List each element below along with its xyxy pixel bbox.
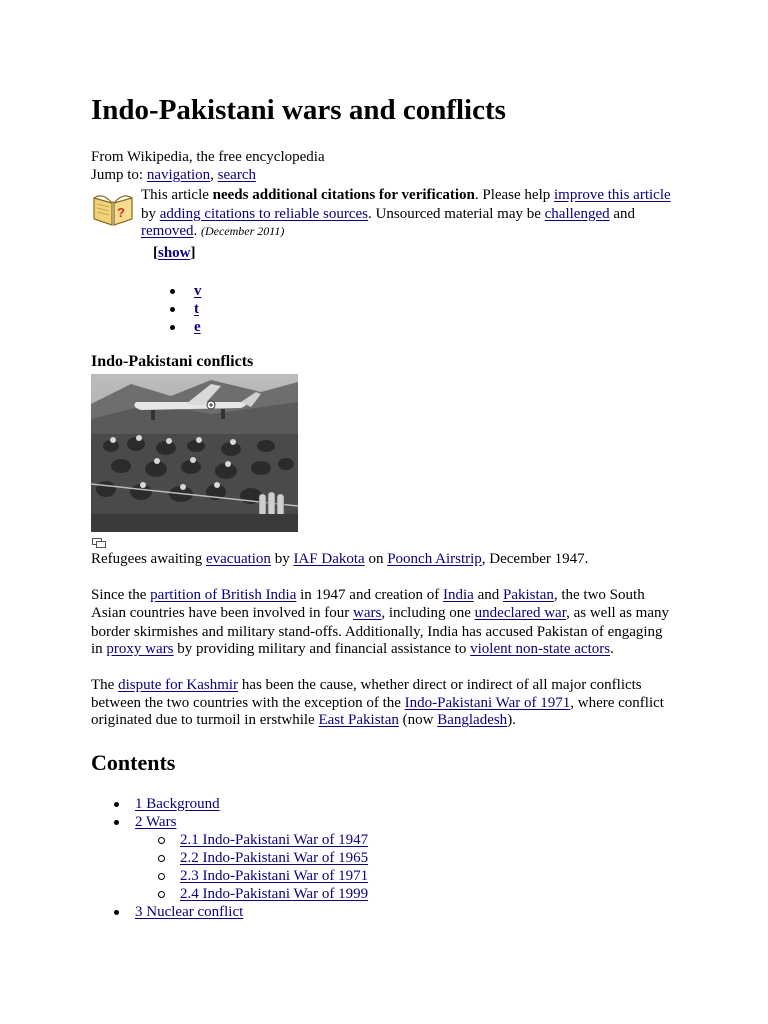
toc-link-war-1971[interactable]: 2.3 Indo-Pakistani War of 1971	[180, 868, 369, 884]
toc-subitem	[135, 867, 368, 885]
ambox-text: This article	[141, 187, 213, 203]
caption-text: Refugees awaiting	[91, 551, 206, 567]
vte-item	[170, 282, 202, 300]
toc-link-nuclear-conflict[interactable]: 3 Nuclear conflict	[135, 904, 244, 920]
wars-link[interactable]: wars	[353, 605, 382, 621]
para1-line-1	[91, 586, 645, 604]
toc-subitem	[135, 885, 368, 903]
ambox-line-2	[141, 205, 635, 223]
refugee-photo[interactable]	[91, 374, 298, 532]
para-text: , the two South	[553, 587, 645, 603]
para-text: (now	[398, 712, 438, 728]
jump-comma: ,	[210, 167, 218, 183]
infobox-caption	[91, 550, 588, 568]
navbox-toggle	[153, 245, 196, 262]
ambox-bold: needs additional citations for verification	[212, 187, 475, 203]
view-template-link[interactable]: v	[194, 283, 202, 299]
para-text: Since the	[91, 587, 151, 603]
jump-prefix: Jump to:	[91, 167, 147, 183]
caption-text: on	[364, 551, 388, 567]
toc-link-background[interactable]: 1 Background	[135, 796, 220, 812]
toc-link-war-1999[interactable]: 2.4 Indo-Pakistani War of 1999	[180, 886, 369, 902]
toc-heading: Contents	[91, 750, 176, 775]
toc-link-war-1965[interactable]: 2.2 Indo-Pakistani War of 1965	[180, 850, 369, 866]
vte-links	[170, 282, 202, 336]
para-text: in 1947 and creation of	[296, 587, 444, 603]
para-text: has been the cause, whether direct or indirect of all major conflicts	[238, 677, 642, 693]
partition-link[interactable]: partition of British India	[150, 587, 297, 603]
undeclared-war-link[interactable]: undeclared war	[474, 605, 567, 621]
ambox-date: (December 2011)	[200, 224, 285, 238]
para1-line-3: border skirmishes and military stand-offs. Additionally, India has accused Pakistan of engaging	[91, 624, 663, 640]
para-text: originated due to turmoil in erstwhile	[91, 712, 319, 728]
toc-subitem	[135, 849, 368, 867]
para-text: between the two countries with the exception of the	[91, 695, 405, 711]
caption-text: , December 1947.	[481, 551, 589, 567]
enlarge-icon[interactable]	[92, 538, 106, 548]
east-pakistan-link[interactable]: East Pakistan	[318, 712, 399, 728]
site-subtitle: From Wikipedia, the free encyclopedia	[91, 149, 325, 165]
bracket-close: ]	[190, 245, 196, 261]
toc-item	[114, 813, 368, 903]
para-text: .	[610, 641, 614, 657]
para-text: ).	[507, 712, 516, 728]
caption-text: by	[270, 551, 294, 567]
para2-line-1	[91, 676, 642, 694]
evacuation-link[interactable]: evacuation	[205, 551, 271, 567]
para-text: , where conflict	[570, 695, 664, 711]
war-1971-link[interactable]: Indo-Pakistani War of 1971	[404, 695, 571, 711]
para2-line-2	[91, 694, 664, 712]
book-question-icon	[91, 188, 135, 228]
para1-line-4	[91, 640, 614, 658]
para-text: in	[91, 641, 107, 657]
ambox-text: . Unsourced material may be	[368, 206, 545, 222]
bangladesh-link[interactable]: Bangladesh	[437, 712, 508, 728]
svg-text:?: ?	[117, 205, 125, 220]
ambox-text: and	[609, 206, 636, 222]
violent-non-state-actors-link[interactable]: violent non-state actors	[470, 641, 611, 657]
para-text: , as well as many	[566, 605, 669, 621]
para-text: , including one	[381, 605, 475, 621]
ambox-text: by	[141, 206, 160, 222]
ambox-line-3	[141, 222, 284, 240]
improve-article-link[interactable]: improve this article	[554, 187, 671, 203]
para-text: Asian countries have been involved in four	[91, 605, 354, 621]
removed-link[interactable]: removed	[141, 223, 194, 239]
para-text: and	[473, 587, 504, 603]
vte-item	[170, 318, 202, 336]
para-text: The	[91, 677, 119, 693]
toc-sublist	[135, 831, 368, 903]
show-button[interactable]: show	[158, 245, 191, 261]
jump-navigation-link[interactable]: navigation	[146, 167, 211, 183]
pakistan-link[interactable]: Pakistan	[503, 587, 554, 603]
para1-line-2	[91, 604, 669, 622]
ambox-text: .	[193, 223, 201, 239]
vte-item	[170, 300, 202, 318]
jump-to	[91, 166, 256, 184]
bracket-open: [	[153, 245, 158, 261]
toc-link-wars[interactable]: 2 Wars	[135, 814, 177, 830]
proxy-wars-link[interactable]: proxy wars	[106, 641, 174, 657]
edit-template-link[interactable]: e	[194, 319, 201, 335]
challenged-link[interactable]: challenged	[544, 206, 610, 222]
iaf-dakota-link[interactable]: IAF Dakota	[293, 551, 365, 567]
para-text: by providing military and financial assistance to	[173, 641, 471, 657]
ambox-line-1	[141, 186, 671, 204]
para2-line-3	[91, 711, 516, 729]
toc-link-war-1947[interactable]: 2.1 Indo-Pakistani War of 1947	[180, 832, 369, 848]
adding-citations-link[interactable]: adding citations to reliable sources	[159, 206, 369, 222]
india-link[interactable]: India	[443, 587, 474, 603]
toc-subitem	[135, 831, 368, 849]
table-of-contents	[114, 795, 368, 921]
ambox-text: . Please help	[474, 187, 555, 203]
page-title: Indo-Pakistani wars and conflicts	[91, 94, 506, 126]
toc-item	[114, 903, 368, 921]
poonch-airstrip-link[interactable]: Poonch Airstrip	[387, 551, 482, 567]
talk-template-link[interactable]: t	[194, 301, 199, 317]
jump-search-link[interactable]: search	[217, 167, 256, 183]
toc-item	[114, 795, 368, 813]
dispute-kashmir-link[interactable]: dispute for Kashmir	[118, 677, 239, 693]
infobox-title: Indo-Pakistani conflicts	[91, 353, 254, 370]
